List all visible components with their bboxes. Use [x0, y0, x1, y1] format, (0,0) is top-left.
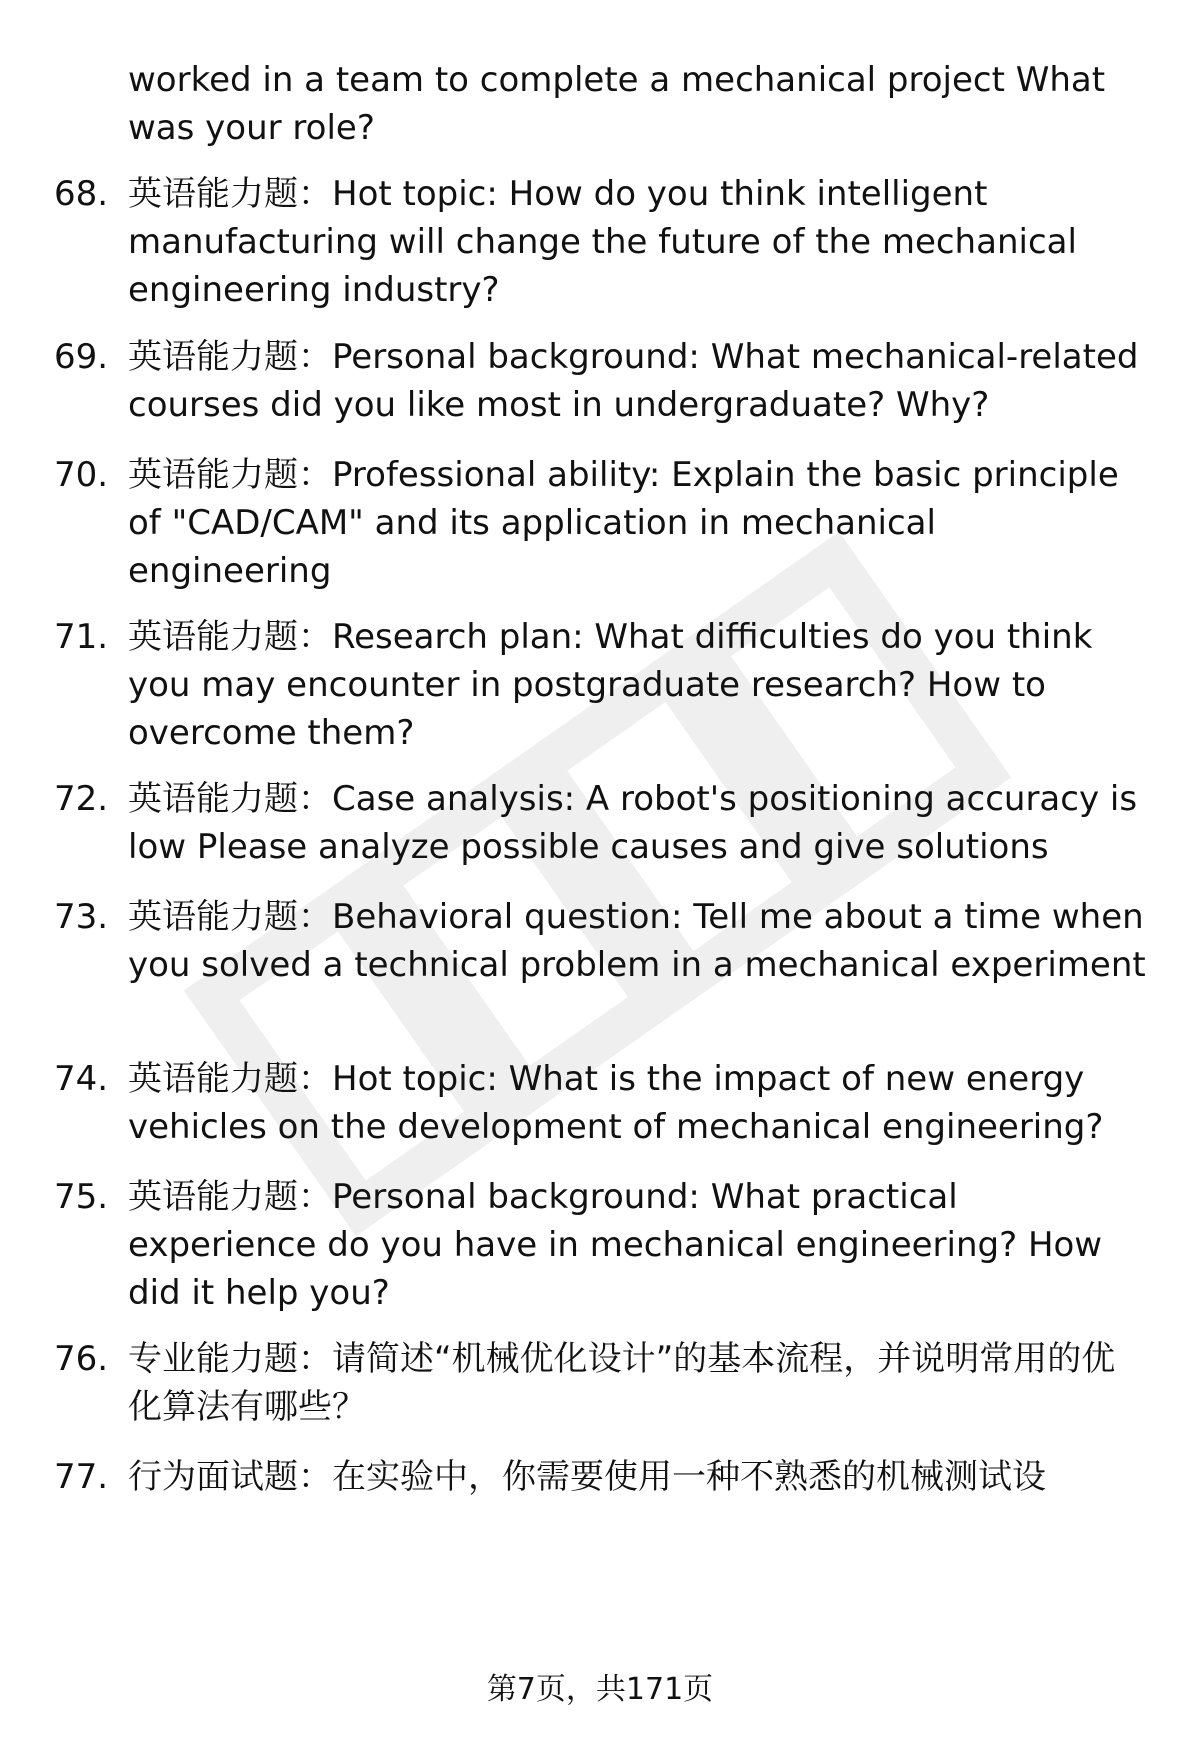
- question-text: 专业能力题：请简述“机械优化设计”的基本流程，并说明常用的优化算法有哪些？: [128, 1339, 1116, 1427]
- question-text: 英语能力题：Hot topic: What is the impact of new energy vehicles on the development of mechanical engineering?: [128, 1059, 1104, 1147]
- page-footer: 第7页，共171页: [486, 1672, 714, 1707]
- question-text: 行为面试题：在实验中，你需要使用一种不熟悉的机械测试设: [128, 1457, 1046, 1497]
- question-text: 英语能力题：Behavioral question: Tell me about a time when you solved a technical problem in a mechanical experiment: [128, 897, 1146, 985]
- question-text: 英语能力题：Case analysis: A robot's positioning accuracy is low Please analyze possible causes and give solutions: [128, 779, 1138, 867]
- question-text: 英语能力题：Personal background: What practical experience do you have in mechanical engineering? How did it help you?: [128, 1177, 1103, 1313]
- continued-question-text: worked in a team to complete a mechanical project What was your role?: [128, 60, 1106, 148]
- question-number: 74.: [54, 1059, 109, 1099]
- question-number: 76.: [54, 1339, 109, 1379]
- question-number: 68.: [54, 174, 109, 214]
- question-number: 72.: [54, 779, 109, 819]
- question-number: 77.: [54, 1457, 109, 1497]
- question-text: 英语能力题：Personal background: What mechanical-related courses did you like most in undergraduate? Why?: [128, 337, 1139, 425]
- question-text: 英语能力题：Professional ability: Explain the basic principle of "CAD/CAM" and its application in mechanical engineering: [128, 455, 1119, 591]
- question-number: 75.: [54, 1177, 109, 1217]
- question-text: 英语能力题：Research plan: What difficulties do you think you may encounter in postgraduate research? How to overcome them?: [128, 617, 1093, 753]
- question-number: 71.: [54, 617, 109, 657]
- question-number: 69.: [54, 337, 109, 377]
- question-number: 73.: [54, 897, 109, 937]
- question-number: 70.: [54, 455, 109, 495]
- question-text: 英语能力题：Hot topic: How do you think intelligent manufacturing will change the future of the mechanical engineering industry?: [128, 174, 1077, 310]
